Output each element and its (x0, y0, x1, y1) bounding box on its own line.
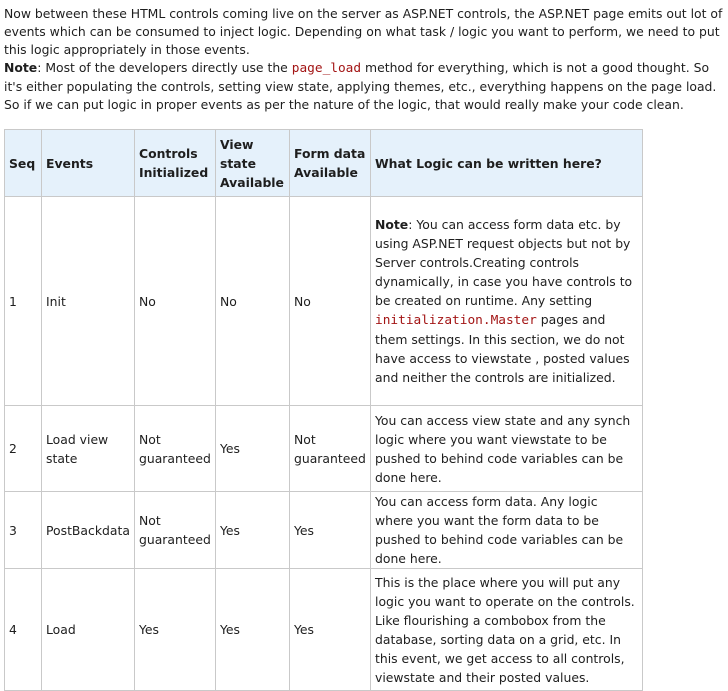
header-seq: Seq (5, 130, 42, 197)
header-events: Events (42, 130, 135, 197)
cell-formdata: Yes (290, 569, 371, 691)
initialization-code: initialization.Master (375, 313, 537, 328)
cell-event: Init (42, 197, 135, 406)
note-paragraph (4, 59, 728, 114)
header-logic: What Logic can be written here? (371, 130, 643, 197)
table-row (5, 406, 643, 492)
cell-viewstate: No (216, 197, 290, 406)
cell-formdata: Not guaranteed (290, 406, 371, 492)
logic-note-label: Note (375, 217, 409, 232)
note-label: Note (4, 60, 38, 75)
cell-formdata: Yes (290, 492, 371, 569)
header-row (5, 130, 643, 197)
logic-text-a: : You can access form data etc. by using ASP.NET request objects but not by Server controls.Creating controls dynamically, in case you have controls to be created on runtime. Any setting (375, 217, 633, 308)
cell-viewstate: Yes (216, 492, 290, 569)
cell-logic: You can access view state and any synch logic where you want viewstate to be pushed to behind code variables can be done here. (371, 406, 643, 492)
header-viewstate: View state Available (216, 130, 290, 197)
cell-seq: 4 (5, 569, 42, 691)
header-formdata: Form data Available (290, 130, 371, 197)
cell-event: Load (42, 569, 135, 691)
note-text-b: method for everything, which is not a good thought. So it's either populating the controls, setting view state, applying themes, etc., everything happens on the page load. So if we can put logic in proper events as per the nature of the logic, that would really make your code clean. (4, 60, 717, 112)
page-load-code: page_load (291, 61, 362, 76)
cell-viewstate: Yes (216, 406, 290, 492)
intro-paragraph: Now between these HTML controls coming live on the server as ASP.NET controls, the ASP.NET page emits out lot of events which can be consumed to inject logic. Depending on what task / logic you want to perform, we need to put this logic appropriately in those events. (4, 6, 723, 57)
cell-event: PostBackdata (42, 492, 135, 569)
table-row (5, 197, 643, 406)
events-table (4, 129, 643, 691)
cell-formdata: No (290, 197, 371, 406)
cell-event: Load view state (42, 406, 135, 492)
intro-text (4, 5, 728, 114)
cell-logic: You can access form data. Any logic where you want the form data to be pushed to behind code variables can be done here. (371, 492, 643, 569)
cell-viewstate: Yes (216, 569, 290, 691)
cell-controls: Not guaranteed (135, 492, 216, 569)
cell-seq: 1 (5, 197, 42, 406)
cell-controls: No (135, 197, 216, 406)
logic-text-b: pages and them settings. In this section, we do not have access to viewstate , posted values and neither the controls are initialized. (375, 312, 630, 385)
cell-controls: Not guaranteed (135, 406, 216, 492)
cell-seq: 3 (5, 492, 42, 569)
note-text-a: : Most of the developers directly use the (37, 60, 292, 75)
cell-seq: 2 (5, 406, 42, 492)
header-controls: Controls Initialized (135, 130, 216, 197)
cell-logic: This is the place where you will put any logic you want to operate on the controls. Like flourishing a combobox from the database, sorting data on a grid, etc. In this event, we get access to all controls, viewstate and their posted values. (371, 569, 643, 691)
cell-controls: Yes (135, 569, 216, 691)
table-row (5, 569, 643, 691)
cell-logic (371, 197, 643, 406)
table-row (5, 492, 643, 569)
